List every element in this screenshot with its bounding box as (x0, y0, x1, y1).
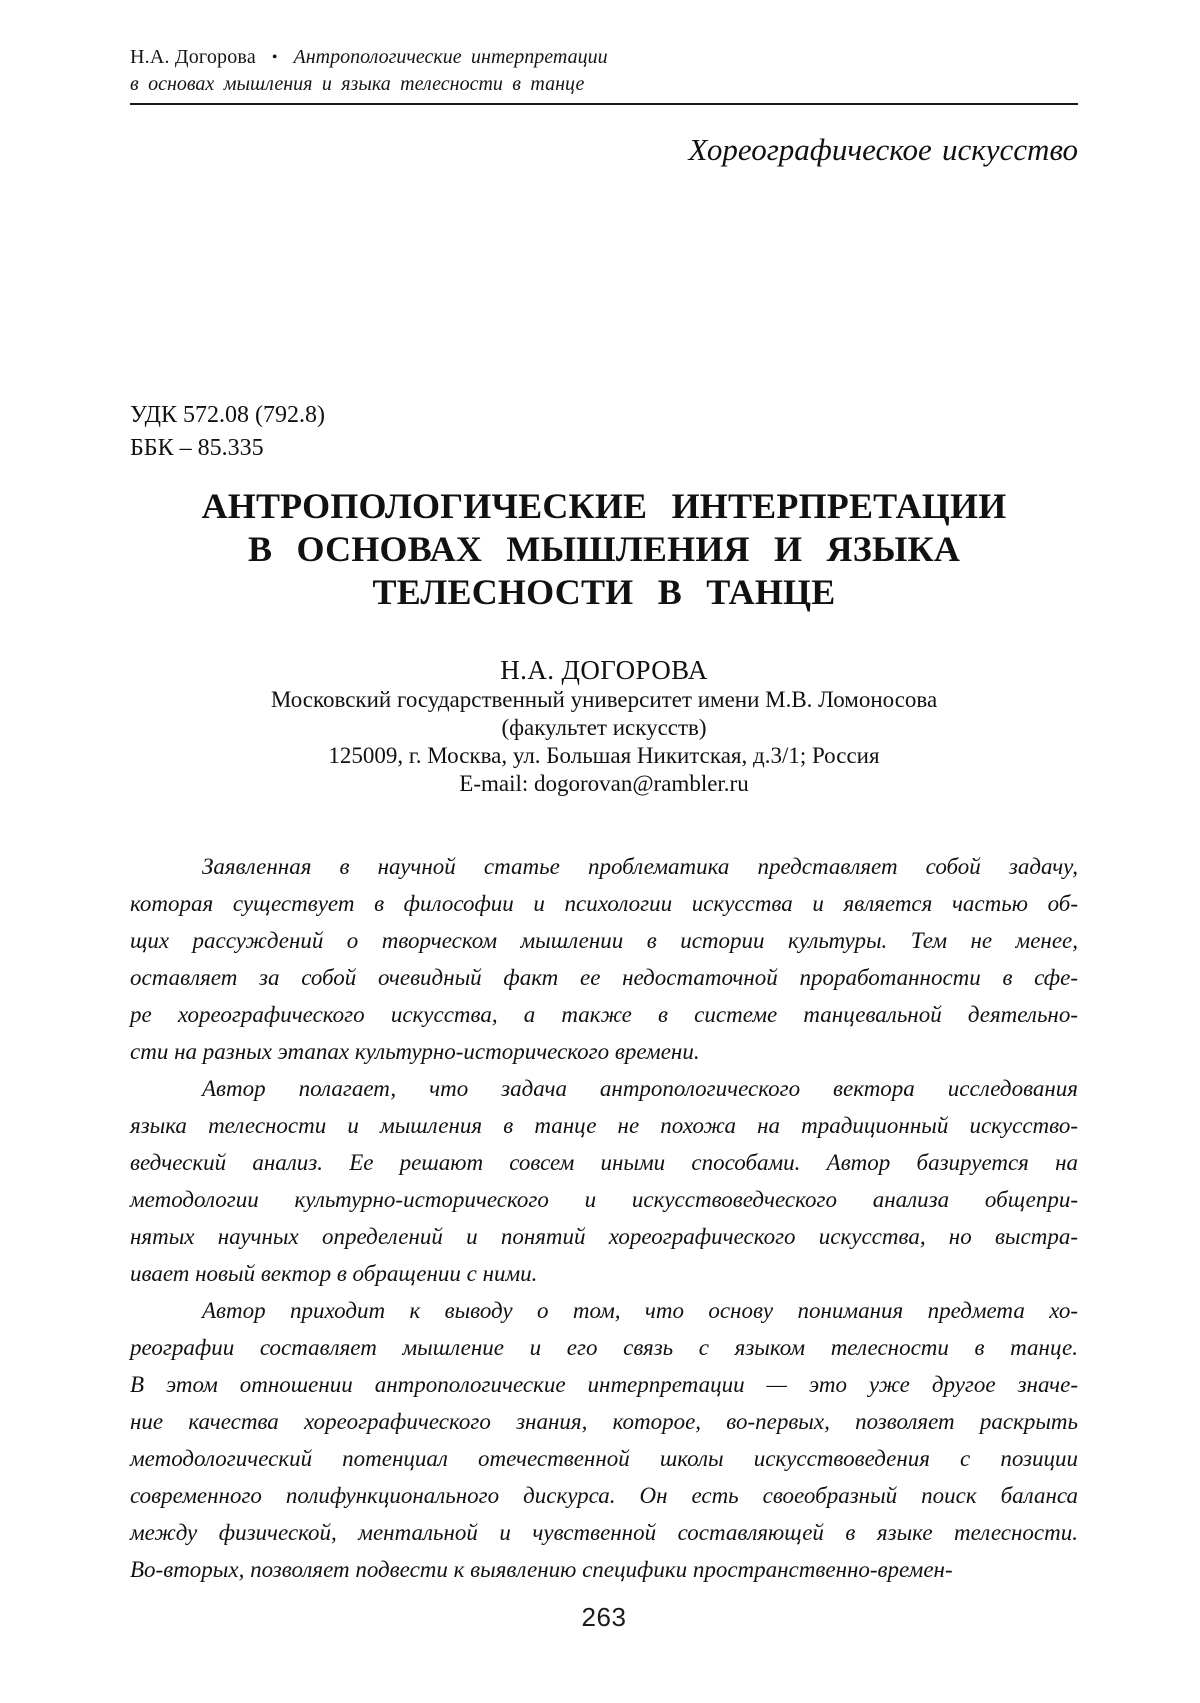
bullet-separator-icon: • (271, 49, 278, 66)
running-header-line1 (130, 44, 1078, 71)
abstract-line: ивает новый вектор в обращении с ними. (130, 1261, 538, 1286)
abstract (130, 848, 1078, 1588)
article-title-line: В ОСНОВАХ МЫШЛЕНИЯ И ЯЗЫКА (247, 529, 961, 569)
abstract-line: ведческий анализ. Ее решают совсем иными способами. Автор базируется на (130, 1150, 1078, 1175)
article-title-line: ТЕЛЕСНОСТИ В ТАНЦЕ (372, 572, 836, 612)
author-affiliation: Московский государственный университет имени М.В. Ломоносова (270, 687, 938, 712)
section-heading: Хореографическое искусство (688, 132, 1078, 167)
article-title (130, 485, 1078, 614)
article-title-line: АНТРОПОЛОГИЧЕСКИЕ ИНТЕРПРЕТАЦИИ (201, 486, 1007, 526)
abstract-line: методологии культурно-исторического и искусствоведческого анализа общепри- (130, 1187, 1078, 1212)
author-department: (факультет искусств) (501, 715, 707, 740)
abstract-line: которая существует в философии и психологии искусства и является частью об- (130, 891, 1078, 916)
author-address: 125009, г. Москва, ул. Большая Никитская, д.3/1; Россия (328, 743, 880, 768)
abstract-line: реографии составляет мышление и его связь с языком телесности в танце. (130, 1335, 1078, 1360)
abstract-line: щих рассуждений о творческом мышлении в истории культуры. Тем не менее, (130, 928, 1078, 953)
abstract-line: оставляет за собой очевидный факт ее недостаточной проработанности в сфе- (130, 965, 1078, 990)
abstract-line: методологический потенциал отечественной школы искусствоведения с позиции (130, 1446, 1078, 1471)
abstract-line: Автор полагает, что задача антропологического вектора исследования (202, 1076, 1078, 1101)
author-name: Н.А. ДОГОРОВА (500, 655, 708, 685)
abstract-line: языка телесности и мышления в танце не похожа на традиционный искусство- (130, 1113, 1078, 1138)
abstract-line: ние качества хореографического знания, которое, во-первых, позволяет раскрыть (130, 1409, 1078, 1434)
page-number: 263 (581, 1602, 627, 1632)
abstract-line: Автор приходит к выводу о том, что основу понимания предмета хо- (202, 1298, 1078, 1323)
header-divider-rule (130, 103, 1078, 105)
abstract-line: между физической, ментальной и чувственной составляющей в языке телесности. (130, 1520, 1078, 1545)
udk-code: УДК 572.08 (792.8) (130, 402, 325, 428)
abstract-line: современного полифункционального дискурса. Он есть своеобразный поиск баланса (130, 1483, 1078, 1508)
running-header-title-line1: Антропологические интерпретации (293, 46, 608, 68)
abstract-line: Во-вторых, позволяет подвести к выявлению специфики пространственно-времен- (130, 1557, 953, 1582)
classification-codes (130, 399, 1078, 465)
abstract-line: нятых научных определений и понятий хореографического искусства, но выстра- (130, 1224, 1078, 1249)
author-block (130, 654, 1078, 798)
abstract-line: сти на разных этапах культурно-исторического времени. (130, 1039, 700, 1064)
running-header (130, 44, 1078, 105)
abstract-line: В этом отношении антропологические интерпретации — это уже другое значе- (130, 1372, 1078, 1397)
author-email: E-mail: dogorovan@rambler.ru (459, 771, 749, 796)
abstract-line: ре хореографического искусства, а также в системе танцевальной деятельно- (130, 1002, 1078, 1027)
running-header-author: Н.А. Догорова (130, 46, 256, 68)
abstract-line: Заявленная в научной статье проблематика представляет собой задачу, (202, 854, 1078, 879)
bbk-code: ББК – 85.335 (130, 435, 264, 461)
running-header-title-line2: в основах мышления и языка телесности в танце (130, 73, 585, 95)
